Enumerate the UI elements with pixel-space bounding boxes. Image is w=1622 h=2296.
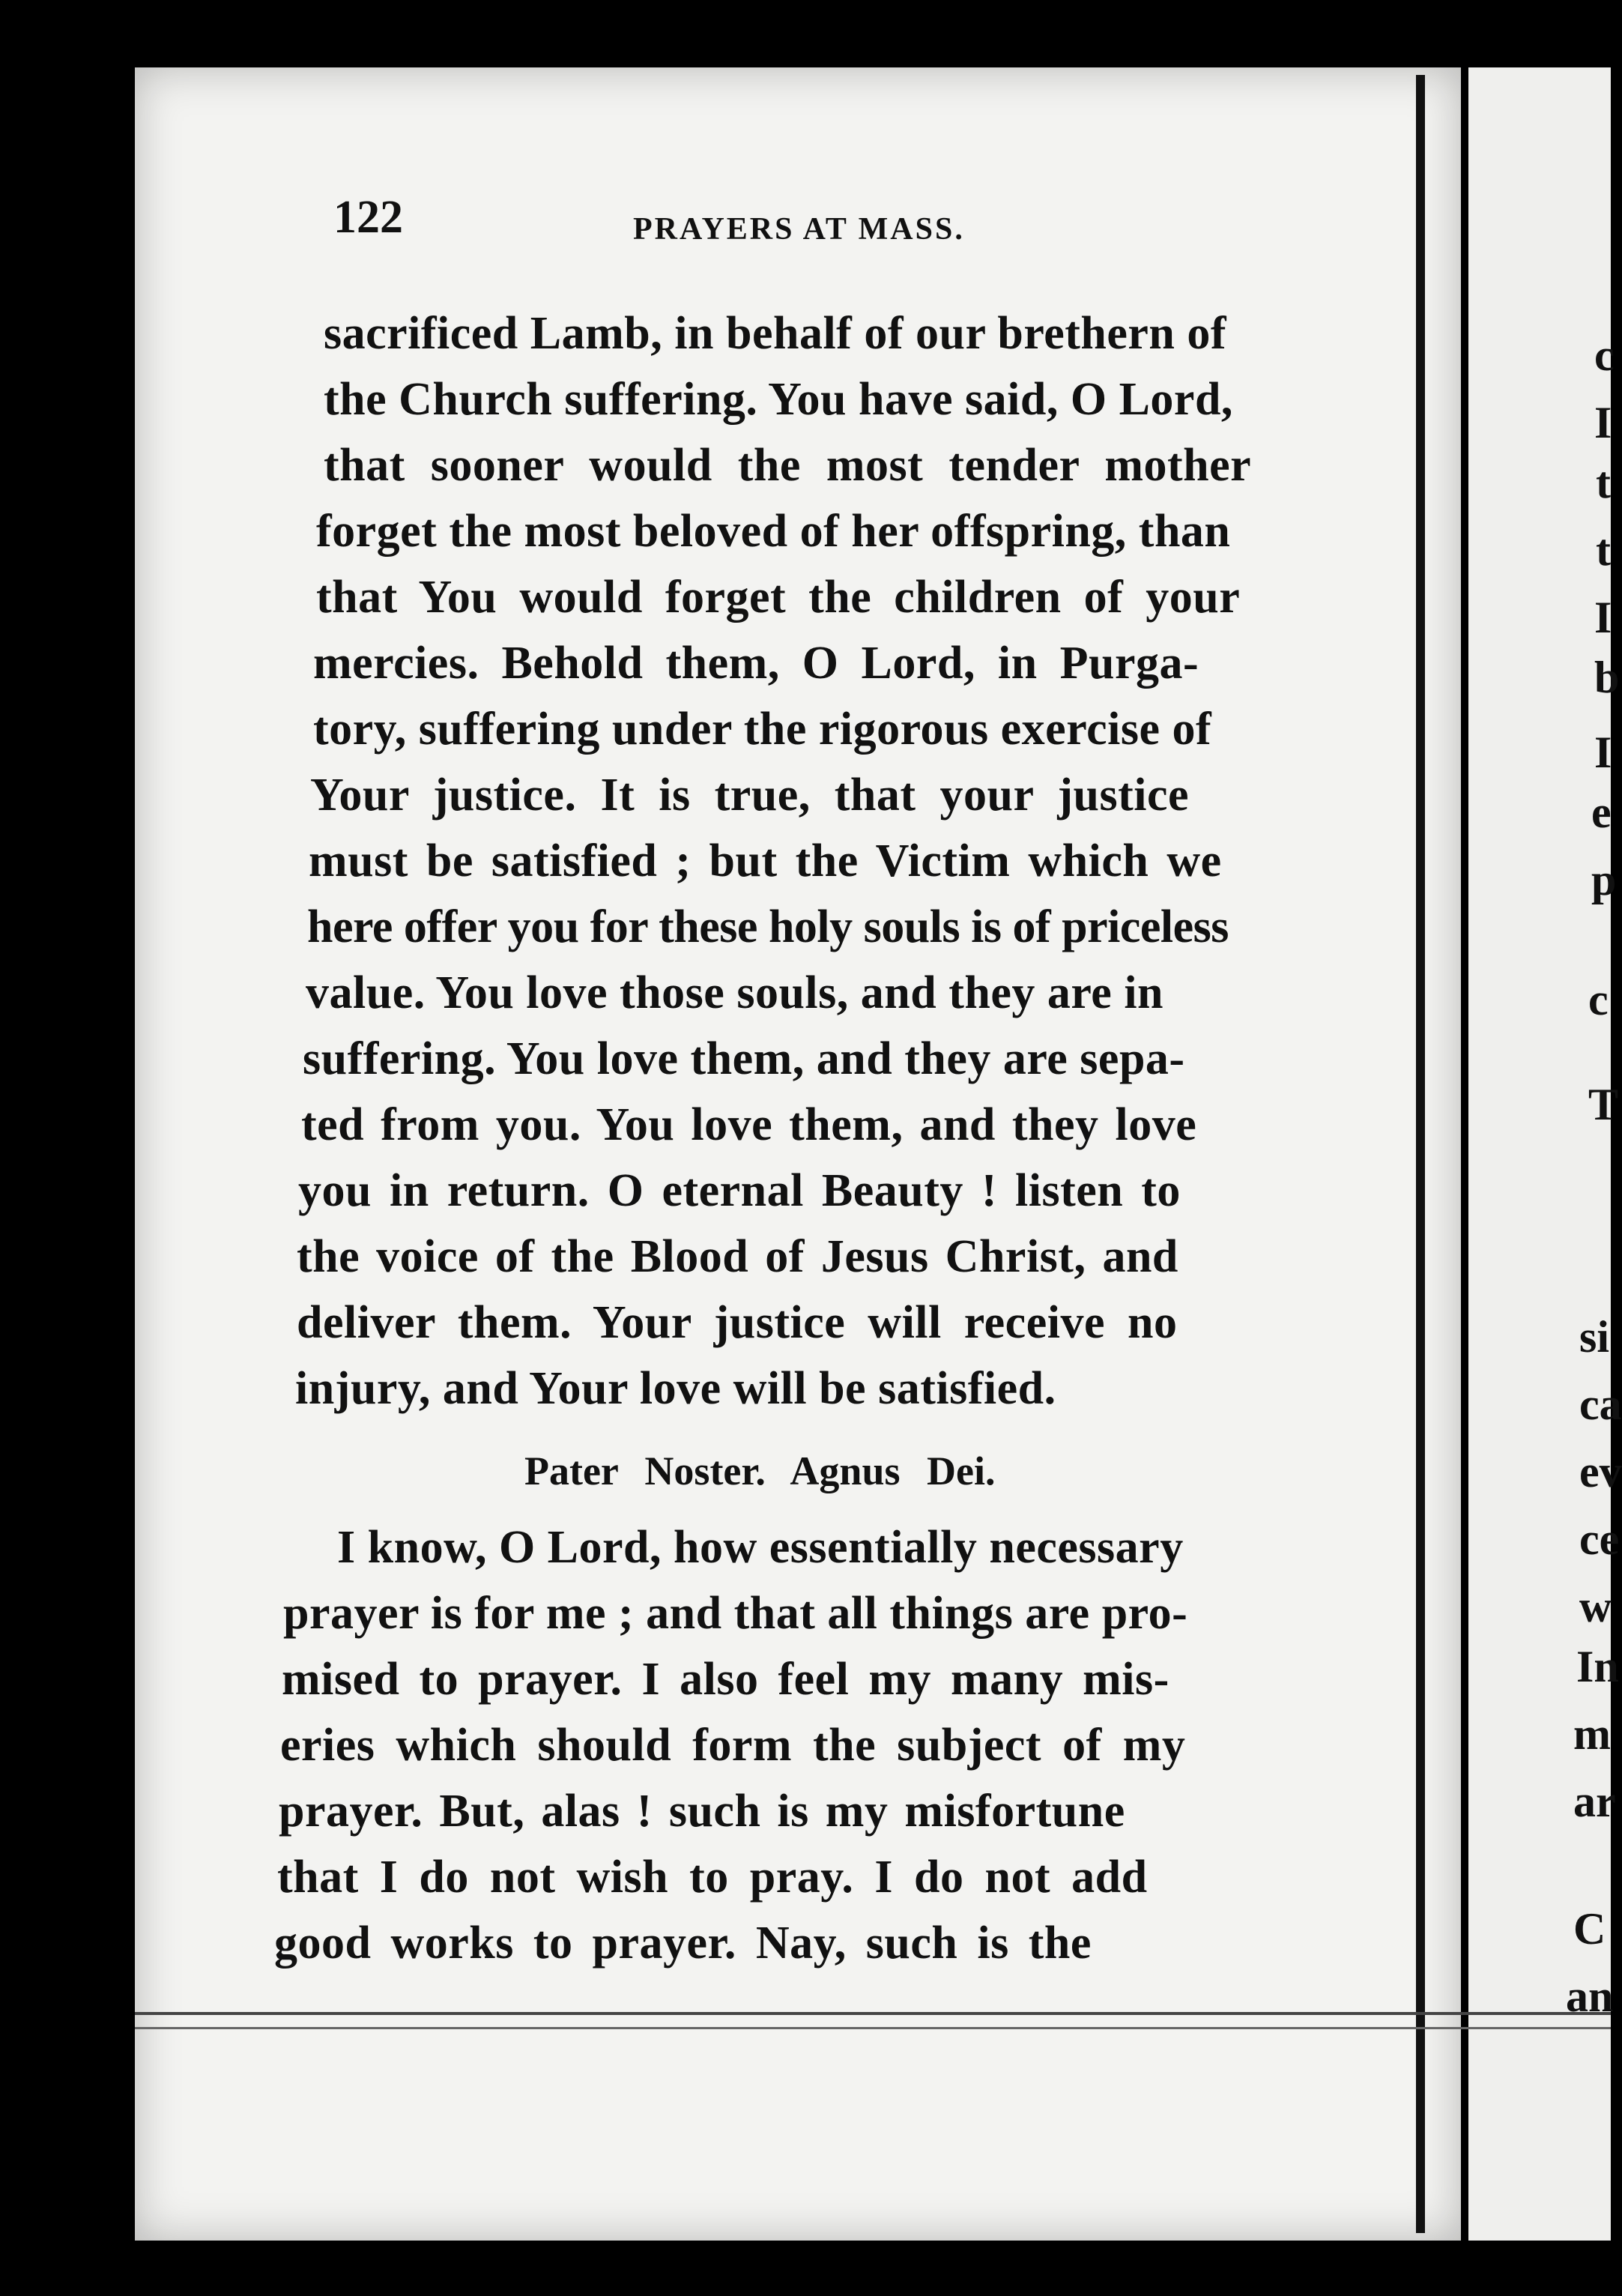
scan-rule bbox=[135, 2027, 1611, 2029]
text-line: ted from you. You love them, and they love bbox=[301, 1099, 1197, 1150]
right-page-fragment: t bbox=[1596, 525, 1611, 575]
running-head: PRAYERS AT MASS. bbox=[633, 212, 965, 247]
right-page-fragment: T bbox=[1588, 1080, 1619, 1129]
page-gutter bbox=[1416, 75, 1425, 2233]
right-page-fragment: ca bbox=[1579, 1380, 1622, 1429]
right-page-fragment: si bbox=[1579, 1312, 1610, 1362]
text-line: sacrificed Lamb, in behalf of our brethern of bbox=[324, 308, 1227, 359]
right-page-fragment: e bbox=[1591, 788, 1612, 837]
text-line: that sooner would the most tender mother bbox=[324, 440, 1252, 491]
right-page-fragment: p bbox=[1591, 855, 1617, 904]
right-page-fragment: ev bbox=[1579, 1447, 1622, 1496]
page-number: 122 bbox=[333, 192, 403, 243]
right-page-fragment: t bbox=[1596, 458, 1611, 507]
text-line: value. You love those souls, and they are in bbox=[306, 967, 1164, 1018]
text-line: must be satisfied ; but the Victim which we bbox=[309, 836, 1222, 886]
text-line: deliver them. Your justice will receive no bbox=[297, 1297, 1178, 1348]
text-line: good works to prayer. Nay, such is the bbox=[274, 1918, 1092, 1969]
right-page-fragment: b bbox=[1594, 653, 1620, 702]
right-page-fragment: w bbox=[1579, 1582, 1612, 1631]
right-page-fragment: C bbox=[1573, 1904, 1606, 1954]
text-line: injury, and Your love will be satisfied. bbox=[295, 1363, 1056, 1414]
text-line: eries which should form the subject of my bbox=[280, 1720, 1186, 1771]
text-line: you in return. O eternal Beauty ! listen to bbox=[298, 1165, 1181, 1216]
text-line: mised to prayer. I also feel my many mis- bbox=[282, 1654, 1169, 1705]
text-line: that You would forget the children of your bbox=[316, 572, 1241, 623]
scan-rule bbox=[135, 2012, 1611, 2015]
text-line: prayer is for me ; and that all things are pro- bbox=[283, 1588, 1188, 1639]
text-line: I know, O Lord, how essentially necessary bbox=[337, 1522, 1184, 1573]
liturgical-note: Pater Noster. Agnus Dei. bbox=[524, 1448, 996, 1493]
right-page-fragment: I bbox=[1594, 728, 1612, 777]
right-page-fragment: ce bbox=[1579, 1514, 1620, 1564]
right-page-fragment: m bbox=[1573, 1709, 1611, 1759]
text-line: suffering. You love them, and they are sepa- bbox=[303, 1033, 1185, 1084]
text-line: that I do not wish to pray. I do not add bbox=[277, 1852, 1148, 1903]
text-line: the voice of the Blood of Jesus Christ, and bbox=[297, 1231, 1178, 1282]
right-page-fragment: c bbox=[1594, 330, 1615, 380]
text-line: forget the most beloved of her offspring, than bbox=[316, 506, 1231, 557]
right-page-fragment: In bbox=[1576, 1642, 1619, 1691]
right-page-fragment: I bbox=[1594, 593, 1612, 642]
text-line: Your justice. It is true, that your justice bbox=[310, 770, 1190, 821]
text-line: here offer you for these holy souls is of priceless bbox=[307, 901, 1229, 952]
text-line: mercies. Behold them, O Lord, in Purga- bbox=[313, 638, 1199, 689]
right-page-fragment: ar bbox=[1573, 1777, 1616, 1826]
right-page-fragment: an bbox=[1566, 1972, 1614, 2021]
right-page-fragment: c bbox=[1588, 975, 1609, 1024]
text-line: prayer. But, alas ! such is my misfortune bbox=[279, 1786, 1125, 1837]
right-page-fragment: I bbox=[1594, 398, 1612, 447]
text-line: the Church suffering. You have said, O Lord, bbox=[324, 374, 1233, 425]
text-line: tory, suffering under the rigorous exercise of bbox=[313, 704, 1212, 755]
